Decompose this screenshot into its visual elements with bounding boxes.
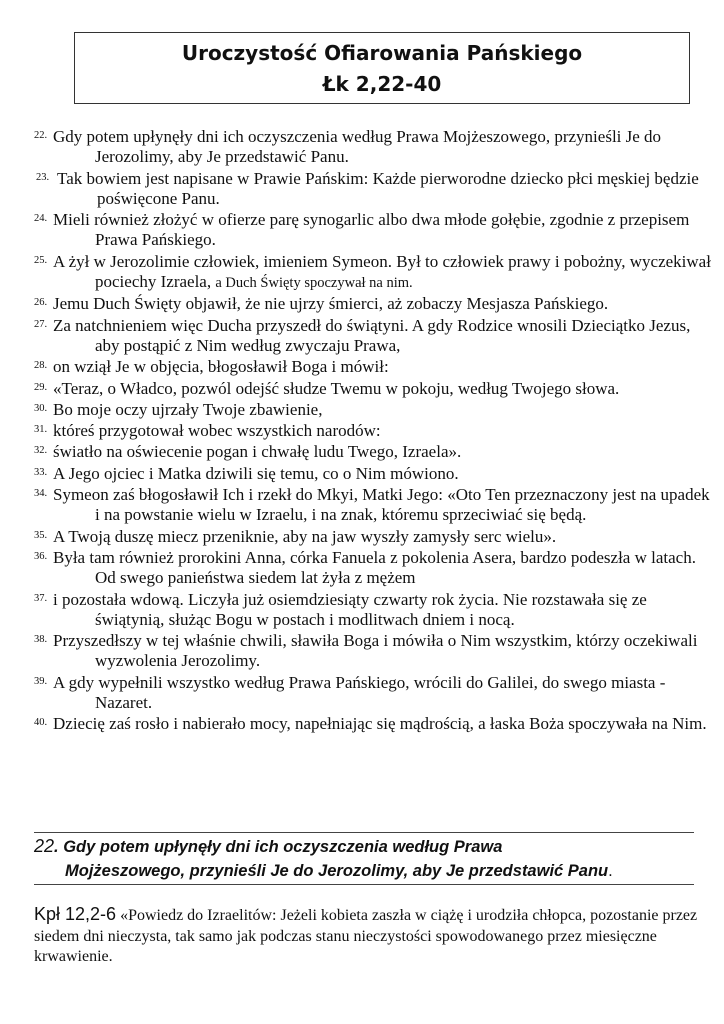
verse-text: A Jego ojciec i Matka dziwili się temu, co o Nim mówiono. [53,463,459,483]
verse-number: 32. [34,445,48,457]
verse-text: Jemu Duch Święty objawił, że nie ujrzy śmierci, aż zobaczy Mesjasza Pańskiego. [53,294,609,314]
highlight-text-2: Mojżeszowego, przynieśli Je do Jerozolimy, aby Je przedstawić Panu [65,862,609,880]
verse-number: 30. [34,402,48,414]
cross-reference-label: Kpł 12,2-6 [34,904,117,924]
verse-26 [34,293,714,314]
verse-22 [34,126,714,168]
verse-text-small: a Duch Święty spoczywał na nim. [215,275,413,292]
verse-40 [34,713,714,734]
verse-number: 31. [34,424,48,436]
verse-32 [34,441,714,462]
verse-number: 25. [34,254,48,266]
verse-30 [34,399,714,420]
verse-28 [34,356,714,377]
verse-text: Przyszedłszy w tej właśnie chwili, sławiła Boga i mówiła o Nim wszystkim, którzy oczekiwali wyzwolenia Jerozolimy. [53,631,698,671]
verse-number: 22. [34,130,48,141]
verse-35 [34,526,714,547]
verse-number: 28. [34,360,48,372]
verse-number: 29. [34,381,48,393]
verse-34 [34,484,714,526]
verse-number: 35. [34,529,48,541]
verse-25 [34,251,714,294]
verse-text: A gdy wypełnili wszystko według Prawa Pańskiego, wrócili do Galilei, do swego miasta - Nazaret. [53,672,666,713]
verse-38 [34,630,714,672]
verse-text: Bo moje oczy ujrzały Twoje zbawienie, [53,399,323,419]
divider [34,832,694,833]
verse-text: Za natchnieniem więc Ducha przyszedł do świątyni. A gdy Rodzice wnosili Dzieciątko Jezus, aby postąpić z Nim według zwyczaju Prawa, [53,315,691,355]
verse-33 [34,463,714,484]
title-box [74,32,690,104]
verse-text: Była tam również prorokini Anna, córka Fanuela z pokolenia Asera, bardzo podeszła w latach. Od swego panieństwa siedem lat żyła z mężem [53,547,696,588]
cross-reference-text: «Powiedz do Izraelitów: Jeżeli kobieta zaszła w ciążę i urodziła chłopca, pozostanie przez siedem dni nieczysta, tak samo jak podczas stanu nieczystości spowodowanego przez miesięczne krwawienie. [34,907,698,965]
verse-text: A żył w Jerozolimie człowiek, imieniem Symeon. Był to człowiek prawy i pobożny, wyczekiwał pociechy Izraela, [53,251,711,292]
verse-text: Symeon zaś błogosławił Ich i rzekł do Mkyi, Matki Jego: «Oto Ten przeznaczony jest na upadek i na powstanie wielu w Izraelu, i na znak, któremu sprzeciwiać się będą. [53,485,710,525]
verse-text: Gdy potem upłynęły dni ich oczyszczenia według Prawa Mojżeszowego, przynieśli Je do Jerozolimy, aby Je przedstawić Panu. [53,127,662,167]
highlighted-verse [34,834,714,883]
verse-text: Tak bowiem jest napisane w Prawie Pańskim: Każde pierworodne dziecko płci męskiej będzie poświęcone Panu. [57,168,699,208]
verse-number: 23. [36,171,50,183]
verse-37 [34,589,714,631]
verse-31 [34,420,714,441]
verse-24 [34,209,714,251]
verse-number: 39. [34,675,48,687]
verse-number: 37. [34,592,48,604]
verse-number: 40. [34,717,48,729]
verse-23 [34,168,714,210]
verse-text: Dziecię zaś rosło i nabierało mocy, napełniając się mądrością, a łaska Boża spoczywała na Nim. [53,714,707,734]
verse-number: 36. [34,550,48,562]
divider [34,884,694,885]
verse-number: 38. [34,634,48,646]
verse-text: któreś przygotował wobec wszystkich narodów: [53,421,381,441]
highlight-end: . [608,862,613,880]
verse-list [34,126,714,735]
verse-36 [34,547,714,589]
verse-text: światło na oświecenie pogan i chwałę ludu Twego, Izraela». [53,442,462,462]
verse-number: 27. [34,318,48,330]
verse-text: «Teraz, o Władco, pozwól odejść słudze Twemu w pokoju, według Twojego słowa. [53,378,620,398]
cross-reference [34,904,714,968]
verse-27 [34,315,714,357]
highlight-line-1 [34,834,714,859]
verse-number: 24. [34,213,48,225]
verse-text: A Twoją duszę miecz przeniknie, aby na jaw wyszły zamysły serc wielu». [53,526,557,546]
gospel-reference: Łk 2,22-40 [322,72,442,96]
verse-text: on wziął Je w objęcia, błogosławił Boga i mówił: [53,357,389,377]
highlight-text-1: . Gdy potem upłynęły dni ich oczyszczenia według Prawa [54,838,503,856]
verse-39 [34,672,714,714]
verse-text: Mieli również złożyć w ofierze parę synogarlic albo dwa młode gołębie, zgodnie z przepisem Prawa Pańskiego. [53,210,690,250]
highlight-number: 22 [34,836,55,856]
verse-number: 26. [34,297,48,309]
verse-text: i pozostała wdową. Liczyła już osiemdziesiąty czwarty rok życia. Nie rozstawała się ze świątynią, służąc Bogu w postach i modlitwach dniem i nocą. [53,589,647,629]
verse-29 [34,378,714,399]
verse-number: 34. [34,488,48,500]
highlight-line-2 [34,859,714,883]
verse-number: 33. [34,466,48,478]
page-title: Uroczystość Ofiarowania Pańskiego [181,41,583,65]
